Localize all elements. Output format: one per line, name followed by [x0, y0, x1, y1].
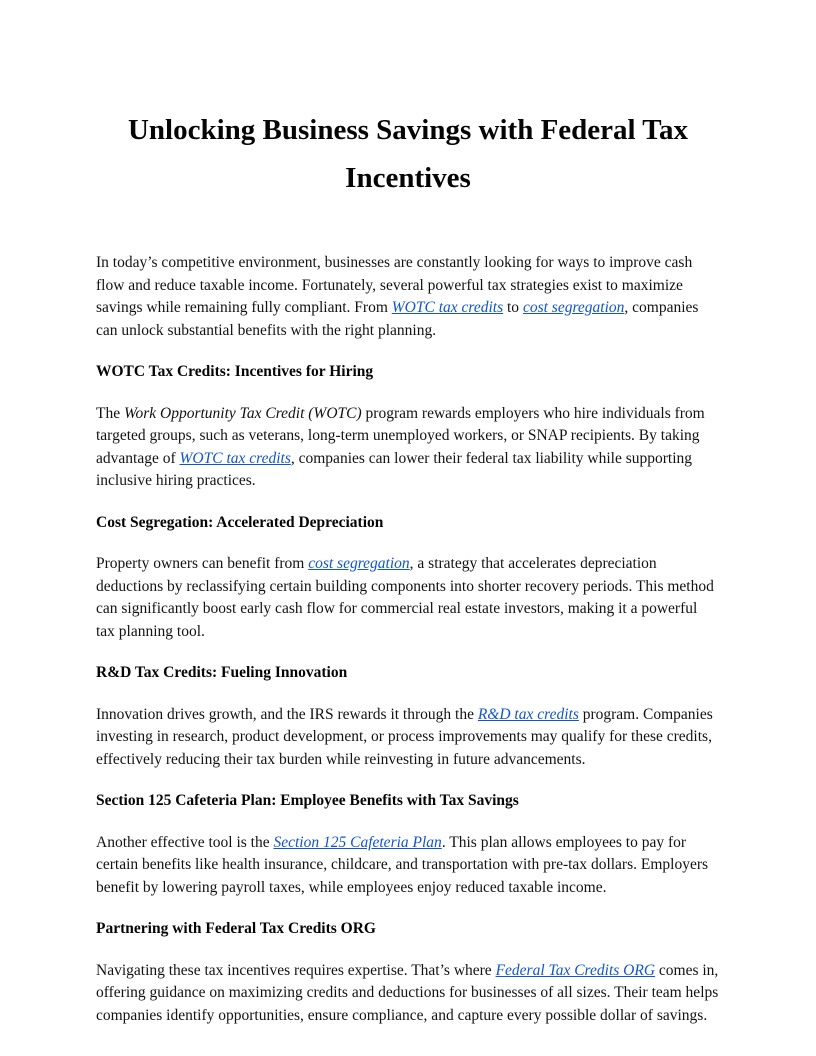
section-heading: R&D Tax Credits: Fueling Innovation — [96, 664, 348, 681]
text-run: , companies can unlock substantial benefits with the right planning. — [96, 299, 699, 339]
document-section — [96, 512, 720, 644]
text-run: The — [96, 404, 124, 422]
section-paragraph — [96, 832, 720, 900]
text-run: program rewards employers who hire individuals from targeted groups, such as veterans, long-term unemployed workers, or SNAP recipients. By taking advantage of — [96, 404, 705, 467]
hyperlink[interactable]: WOTC tax credits — [391, 299, 504, 316]
text-run: . This plan allows employees to pay for certain benefits like health insurance, childcare, and transportation with pre-tax dollars. Employers benefit by lowering payroll taxes, while employees enjoy reduced taxable income. — [96, 833, 709, 896]
document-section — [96, 361, 720, 493]
text-run: , companies can lower their federal tax liability while supporting inclusive hiring practices. — [96, 449, 693, 489]
section-paragraph — [96, 704, 720, 772]
hyperlink[interactable]: Federal Tax Credits ORG — [495, 961, 656, 979]
document-body — [96, 252, 720, 1027]
section-heading: WOTC Tax Credits: Incentives for Hiring — [96, 363, 374, 380]
text-run: , a strategy that accelerates depreciation deductions by reclassifying certain building components into shorter recovery periods. This method can significantly boost early cash flow for commercial real estate investors, making it a powerful tax planning tool. — [96, 555, 714, 640]
document-section — [96, 790, 720, 899]
section-paragraph — [96, 960, 720, 1028]
text-run: In today’s competitive environment, businesses are constantly looking for ways to improve cash flow and reduce taxable income. Fortunately, several powerful tax strategies exist to maximize savings while remaining fully compliant. From — [96, 254, 693, 316]
text-run: comes in, offering guidance on maximizing credits and deductions for businesses of all sizes. Their team helps companies identify opportunities, ensure compliance, and capture every possible dollar of savings. — [96, 961, 719, 1024]
document-section — [96, 918, 720, 1027]
text-run: Another effective tool is the — [96, 833, 274, 851]
hyperlink[interactable]: cost segregation — [522, 299, 625, 316]
text-run: Navigating these tax incentives requires expertise. That’s where — [96, 961, 496, 979]
text-run: Property owners can benefit from — [96, 555, 309, 572]
text-run: Innovation drives growth, and the IRS rewards it through the — [96, 705, 478, 723]
document-section — [96, 662, 720, 771]
hyperlink[interactable]: Section 125 Cafeteria Plan — [273, 833, 442, 851]
document-title: Unlocking Business Savings with Federal Tax Incentives — [127, 114, 688, 194]
italic-text: Work Opportunity Tax Credit (WOTC) — [123, 404, 362, 422]
section-heading: Cost Segregation: Accelerated Depreciation — [96, 513, 384, 531]
text-run: program. Companies investing in research, product development, or process improvements may qualify for these credits, effectively reducing their tax burden while reinvesting in future advancements. — [96, 705, 713, 768]
section-heading: Partnering with Federal Tax Credits ORG — [96, 920, 376, 937]
section-paragraph — [96, 403, 720, 493]
intro-paragraph — [96, 252, 720, 342]
text-run: to — [503, 299, 523, 316]
hyperlink[interactable]: R&D tax credits — [477, 705, 579, 723]
section-paragraph — [96, 553, 720, 643]
hyperlink[interactable]: cost segregation — [308, 555, 410, 572]
section-heading: Section 125 Cafeteria Plan: Employee Benefits with Tax Savings — [96, 792, 519, 809]
hyperlink[interactable]: WOTC tax credits — [179, 449, 291, 467]
